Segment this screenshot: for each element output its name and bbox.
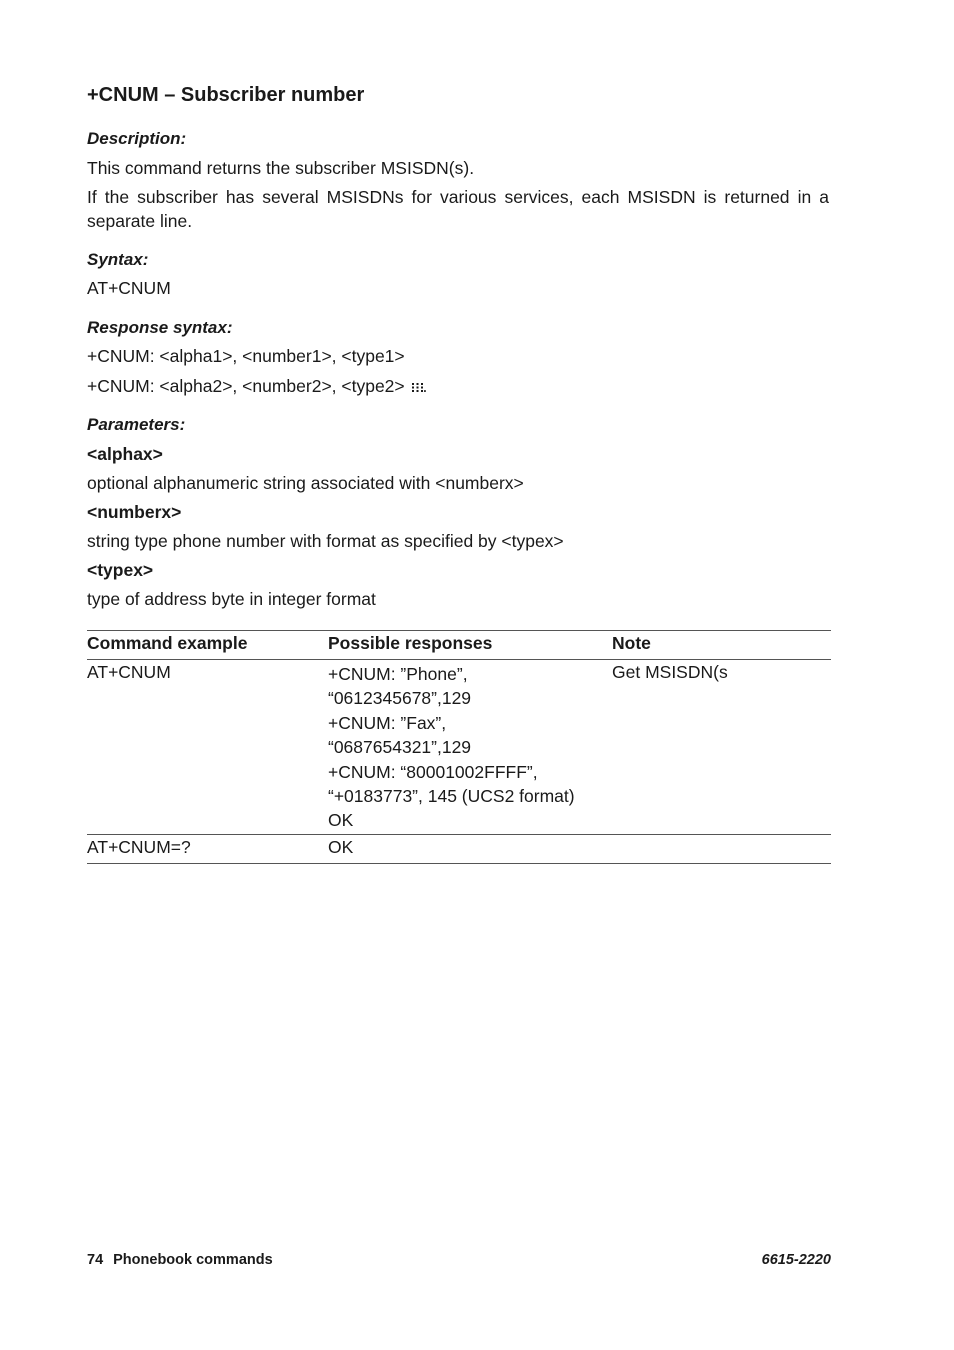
description-paragraph-2: If the subscriber has several MSISDNs for various services, each MSISDN is returned in a separate line. [87,187,829,231]
parameter-desc-typex: type of address byte in integer format [87,589,376,609]
parameter-desc-alphax: optional alphanumeric string associated with <numberx> [87,473,524,493]
table-row-rule [87,834,831,835]
table-header-rule [87,659,831,660]
response-syntax-line-1: +CNUM: <alpha1>, <number1>, <type1> [87,346,405,366]
table-header-note: Note [612,633,651,653]
document-number: 6615-2220 [761,1252,831,1268]
table-header-command: Command example [87,633,248,653]
response-line: “+0183773”, 145 (UCS2 format) [328,786,575,807]
parameters-label: Parameters: [87,415,186,434]
response-line: +CNUM: ”Fax”, [328,712,447,733]
response-line: +CNUM: ”Phone”, [328,664,468,684]
response-line: +CNUM: “80001002FFFF”, [328,761,538,782]
response-syntax-line-2-end: . [422,376,428,396]
table-row-2-command: AT+CNUM=? [87,837,191,857]
description-label: Description: [87,129,187,148]
parameter-desc-numberx: string type phone number with format as specified by <typex> [87,531,564,551]
response-line: “0612345678”,129 [328,688,472,709]
response-syntax-line-2-text: +CNUM: <alpha2>, <number2>, <type2> [87,376,405,396]
table-row-1-command: AT+CNUM [87,662,171,682]
syntax-label: Syntax: [87,250,149,269]
table-row-1-responses [328,662,575,833]
response-line: “0687654321”,129 [328,737,472,758]
parameter-name-alphax: <alphax> [87,444,163,464]
syntax-command: AT+CNUM [87,278,171,298]
footer-left [87,1252,273,1268]
table-row-1-note: Get MSISDN(s [612,662,728,682]
parameter-name-typex: <typex> [87,560,154,580]
table-row-2-response: OK [328,837,354,857]
page-number: 74 [87,1252,104,1268]
parameter-name-numberx: <numberx> [87,502,182,522]
table-top-rule [87,630,831,631]
response-line: OK [328,810,354,831]
table-bottom-rule [87,863,831,864]
table-header-responses: Possible responses [328,633,493,653]
continuation-dots-icon [412,383,423,392]
description-paragraph-1: This command returns the subscriber MSISDN(s). [87,158,475,178]
section-heading: +CNUM – Subscriber number [87,84,365,106]
footer-section-title: Phonebook commands [113,1252,273,1268]
response-syntax-label: Response syntax: [87,318,233,337]
response-syntax-line-2 [87,376,427,397]
